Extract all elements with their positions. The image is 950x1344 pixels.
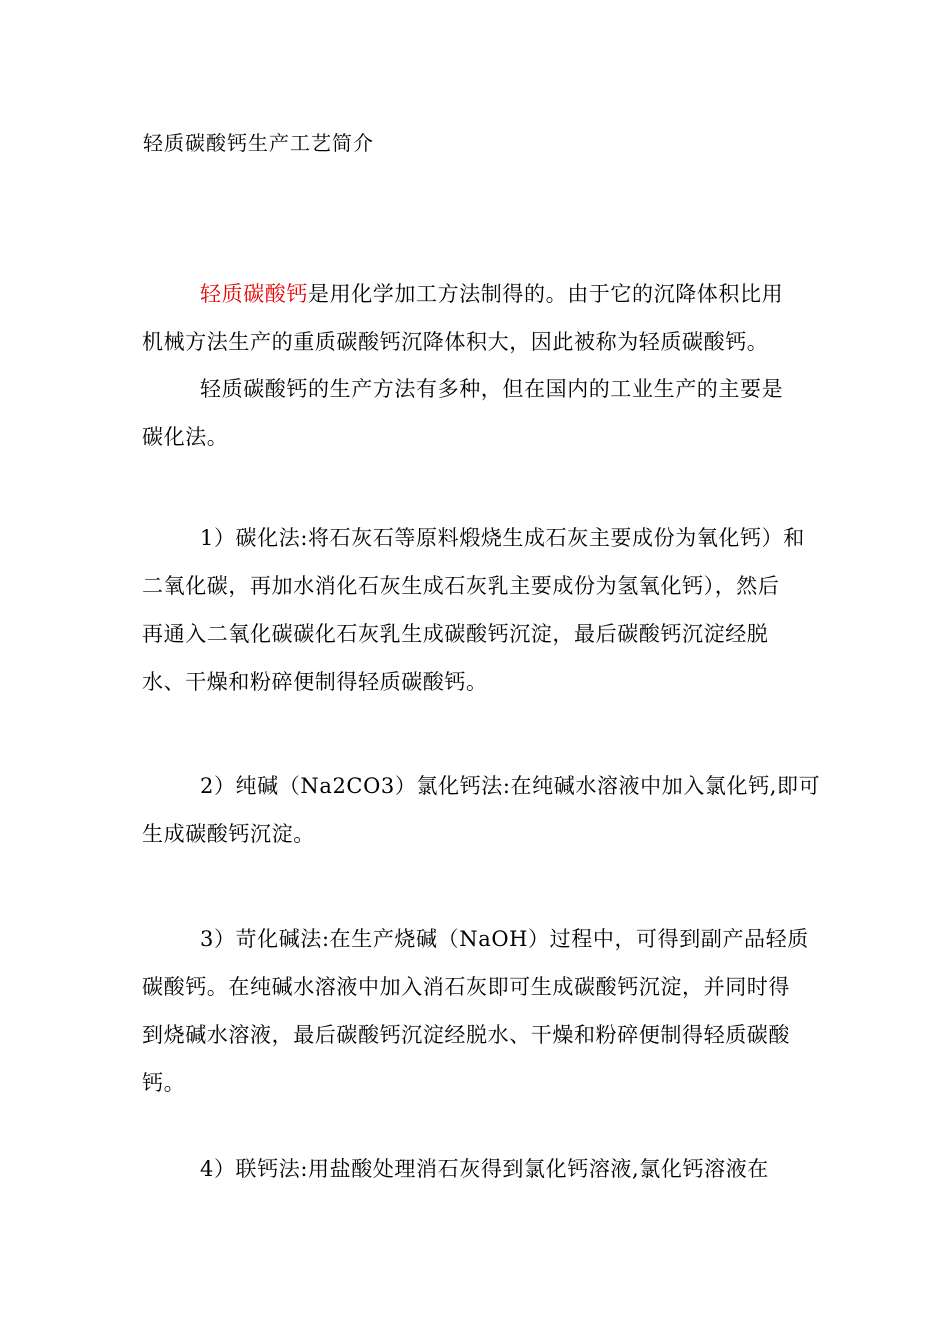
- intro-line-2: 机械方法生产的重质碳酸钙沉降体积大，因此被称为轻质碳酸钙。: [142, 330, 769, 354]
- document-title: 轻质碳酸钙生产工艺简介: [143, 131, 374, 155]
- method-3-line: 到烧碱水溶液，最后碳酸钙沉淀经脱水、干燥和粉碎便制得轻质碳酸: [142, 1023, 790, 1047]
- method-4-line: 4）联钙法:用盐酸处理消石灰得到氯化钙溶液,氯化钙溶液在: [200, 1157, 769, 1181]
- method-1-paragraph: [142, 514, 822, 706]
- method-3-paragraph: [142, 915, 822, 1107]
- intro-line-1-text: 是用化学加工方法制得的。由于它的沉降体积比用: [308, 282, 784, 306]
- method-2-line: 2）纯碱（Na2CO3）氯化钙法:在纯碱水溶液中加入氯化钙,即可: [200, 774, 821, 798]
- method-1-line: 再通入二氧化碳碳化石灰乳生成碳酸钙沉淀，最后碳酸钙沉淀经脱: [142, 622, 769, 646]
- overview-line-2: 碳化法。: [142, 425, 229, 449]
- method-3-line: 钙。: [142, 1071, 186, 1095]
- method-3-line: 3）苛化碱法:在生产烧碱（NaOH）过程中，可得到副产品轻质: [200, 927, 809, 951]
- method-2-line: 生成碳酸钙沉淀。: [142, 822, 315, 846]
- highlighted-term: 轻质碳酸钙: [200, 282, 308, 306]
- method-3-line: 碳酸钙。在纯碱水溶液中加入消石灰即可生成碳酸钙沉淀，并同时得: [142, 975, 790, 999]
- method-1-line: 1）碳化法:将石灰石等原料煅烧生成石灰主要成份为氧化钙）和: [200, 526, 805, 550]
- method-1-line: 水、干燥和粉碎便制得轻质碳酸钙。: [142, 670, 488, 694]
- intro-paragraph: [142, 270, 822, 366]
- method-4-paragraph: [142, 1145, 822, 1193]
- intro-line-1: [142, 270, 822, 318]
- methods-overview-paragraph: [142, 365, 822, 461]
- method-1-line: 二氧化碳，再加水消化石灰生成石灰乳主要成份为氢氧化钙），然后: [142, 574, 780, 598]
- overview-line-1: 轻质碳酸钙的生产方法有多种，但在国内的工业生产的主要是: [200, 377, 784, 401]
- method-2-paragraph: [142, 762, 822, 858]
